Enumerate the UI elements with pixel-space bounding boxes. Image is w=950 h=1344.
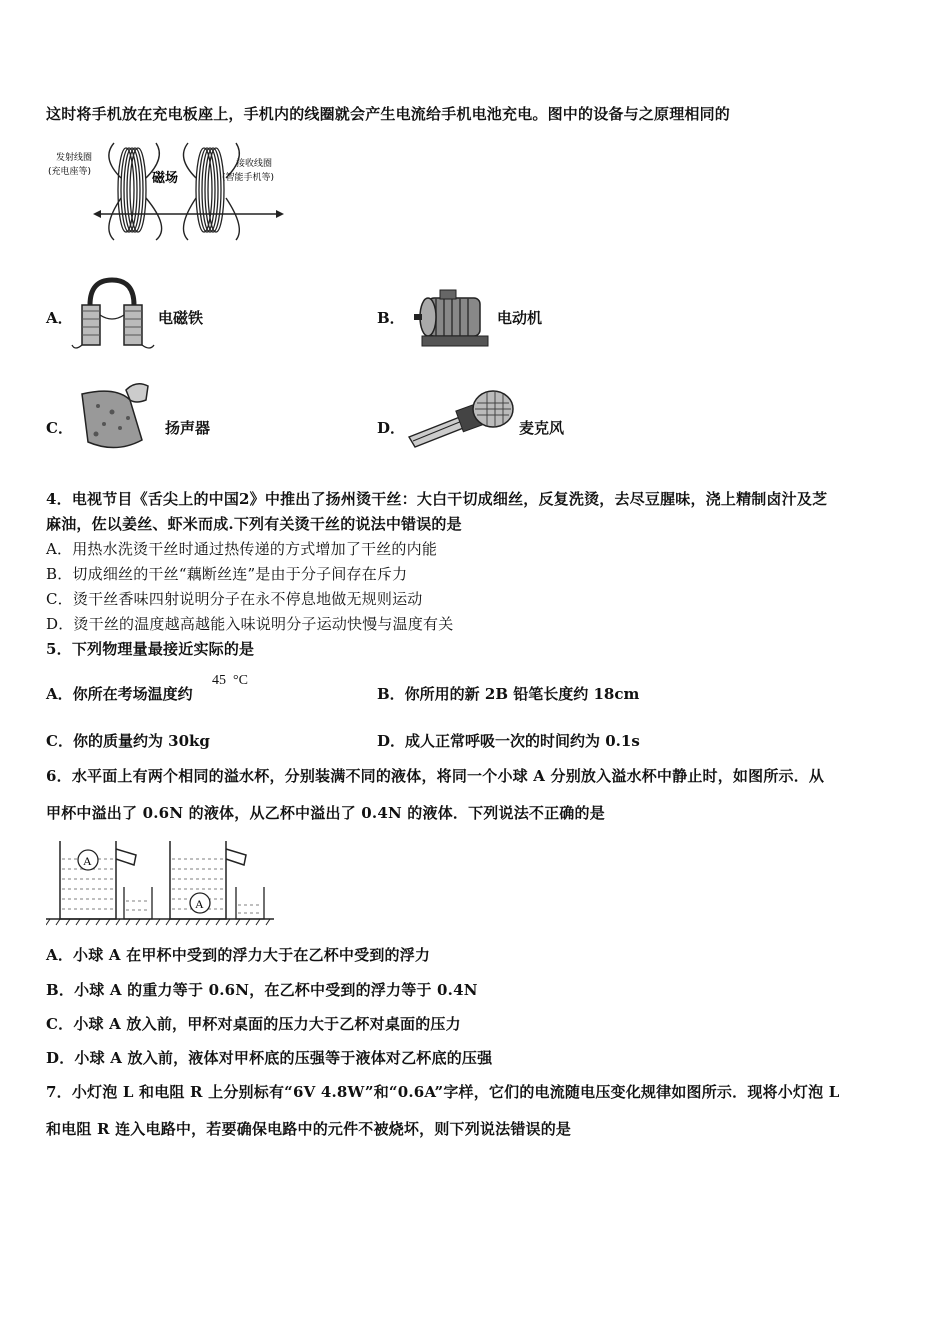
q6-option-a: A．小球 A 在甲杯中受到的浮力大于在乙杯中受到的浮力 xyxy=(46,946,431,964)
q3-option-a-label: 电磁铁 xyxy=(158,309,204,327)
q3-option-a-letter: A． xyxy=(46,309,73,327)
magnetic-field-label: 磁场 xyxy=(152,171,179,186)
right-coil-sublabel: (智能手机等) xyxy=(222,173,275,183)
q7-stem-line1: 7．小灯泡 L 和电阻 R 上分别标有“6V 4.8W”和“0.6A”字样，它们的电流随电压变化规律如图所示．现将小灯泡 L xyxy=(46,1083,840,1101)
q3-option-d-letter: D． xyxy=(377,419,406,437)
q3-option-c-letter: C． xyxy=(46,419,73,437)
q3-option-d-label: 麦克风 xyxy=(519,419,565,437)
q5-stem: 5．下列物理量最接近实际的是 xyxy=(46,640,255,658)
q4-option-b: B．切成细丝的干丝“藕断丝连”是由于分子间存在斥力 xyxy=(46,565,408,583)
overflow-cups-figure xyxy=(46,835,276,927)
ball-a-label-2: A xyxy=(195,897,204,911)
q4-option-a: A．用热水洗烫干丝时通过热传递的方式增加了干丝的内能 xyxy=(46,540,438,558)
coil-figure xyxy=(46,138,291,243)
q5-option-a: A．你所在考场温度约 xyxy=(46,685,193,703)
right-coil-label: 接收线圈 xyxy=(236,159,273,169)
left-coil-sublabel: (充电座等) xyxy=(48,167,92,177)
speaker-icon xyxy=(76,380,156,456)
ball-a-label-1: A xyxy=(83,854,92,868)
q6-option-c: C．小球 A 放入前，甲杯对桌面的压力大于乙杯对桌面的压力 xyxy=(46,1015,461,1033)
q7-stem-line2: 和电阻 R 连入电路中，若要确保电路中的元件不被烧坏，则下列说法错误的是 xyxy=(46,1120,572,1138)
q3-option-c-label: 扬声器 xyxy=(165,419,211,437)
q6-stem-line2: 甲杯中溢出了 0.6N 的液体，从乙杯中溢出了 0.4N 的液体．下列说法不正确的是 xyxy=(46,804,605,822)
q5-option-c: C．你的质量约为 30kg xyxy=(46,732,210,750)
q6-option-d: D．小球 A 放入前，液体对甲杯底的压强等于液体对乙杯底的压强 xyxy=(46,1049,493,1067)
q6-option-b: B．小球 A 的重力等于 0.6N，在乙杯中受到的浮力等于 0.4N xyxy=(46,981,478,999)
q5-option-a-unit: °C xyxy=(233,673,248,688)
q4-stem-line2: 麻油，佐以姜丝、虾米而成.下列有关烫干丝的说法中错误的是 xyxy=(46,515,462,533)
q3-option-b-label: 电动机 xyxy=(497,309,543,327)
intro-line: 这时将手机放在充电板座上，手机内的线圈就会产生电流给手机电池充电。图中的设备与之原理相同的 xyxy=(46,105,731,123)
motor-icon xyxy=(410,288,495,350)
q6-stem-line1: 6．水平面上有两个相同的溢水杯，分别装满不同的液体，将同一个小球 A 分别放入溢水杯中静止时，如图所示．从 xyxy=(46,767,825,785)
q4-stem-line1: 4．电视节目《舌尖上的中国2》中推出了扬州烫干丝：大白干切成细丝，反复洗烫，去尽豆腥味，浇上精制卤汁及芝 xyxy=(46,490,828,508)
q5-option-d: D．成人正常呼吸一次的时间约为 0.1s xyxy=(377,732,640,750)
q5-option-b: B．你所用的新 2B 铅笔长度约 18cm xyxy=(377,685,640,703)
microphone-icon xyxy=(405,385,517,451)
q5-option-a-value: 45 xyxy=(212,673,226,688)
q3-option-b-letter: B． xyxy=(377,309,405,327)
electromagnet-icon xyxy=(70,275,155,353)
q4-option-c: C．烫干丝香味四射说明分子在永不停息地做无规则运动 xyxy=(46,590,423,608)
left-coil-label: 发射线圈 xyxy=(56,153,93,163)
q4-option-d: D．烫干丝的温度越高越能入味说明分子运动快慢与温度有关 xyxy=(46,615,454,633)
